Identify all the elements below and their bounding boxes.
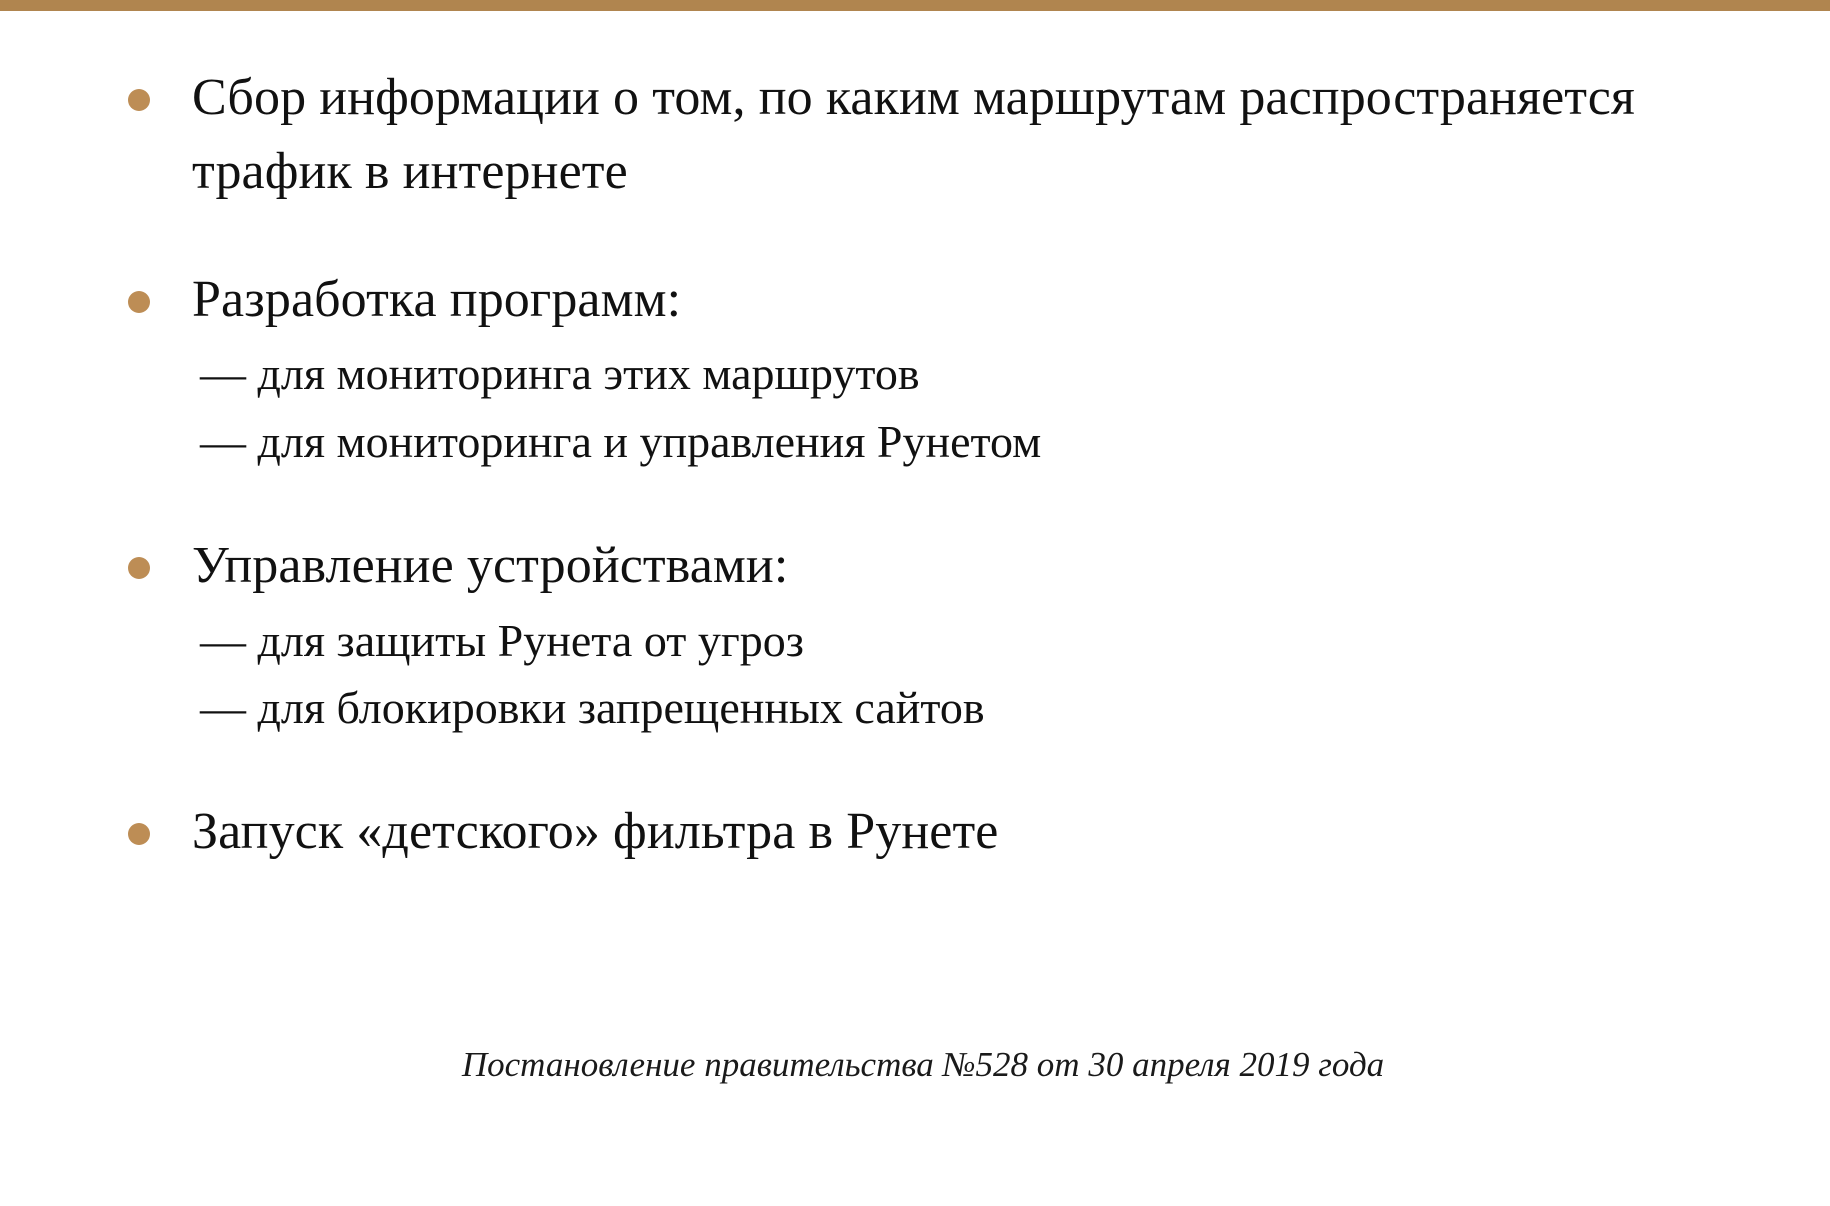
sub-list xyxy=(192,607,1710,741)
sub-list-item: — для мониторинга и управления Рунетом xyxy=(200,415,1042,467)
bullet-dot-icon xyxy=(128,823,150,845)
source-footnote xyxy=(0,1045,1830,1085)
source-footnote-text: Постановление правительства №528 от 30 апреля 2019 года xyxy=(461,1045,1385,1084)
sub-list xyxy=(192,340,1710,474)
bullet-dot-icon xyxy=(128,291,150,313)
top-accent-rule xyxy=(0,0,1830,11)
bullet-dot-icon xyxy=(128,557,150,579)
bullet-text: Управление устройствами: xyxy=(192,536,789,594)
sub-list-item: — для защиты Рунета от угроз xyxy=(200,614,804,666)
list-item xyxy=(110,795,1710,869)
list-item xyxy=(110,263,1710,475)
slide-body xyxy=(0,11,1830,1206)
bullet-list xyxy=(110,61,1710,869)
bullet-dot-icon xyxy=(128,89,150,111)
sub-list-item: — для блокировки запрещенных сайтов xyxy=(200,681,985,733)
bullet-text: Разработка программ: xyxy=(192,270,682,328)
sub-list-item: — для мониторинга этих маршрутов xyxy=(200,348,920,400)
list-item xyxy=(110,529,1710,741)
bullet-text: Запуск «детского» фильтра в Рунете xyxy=(192,802,999,860)
bullet-text: Сбор информации о том, по каким маршрутам распространяется трафик в интернете xyxy=(192,69,1635,200)
list-item xyxy=(110,61,1710,209)
